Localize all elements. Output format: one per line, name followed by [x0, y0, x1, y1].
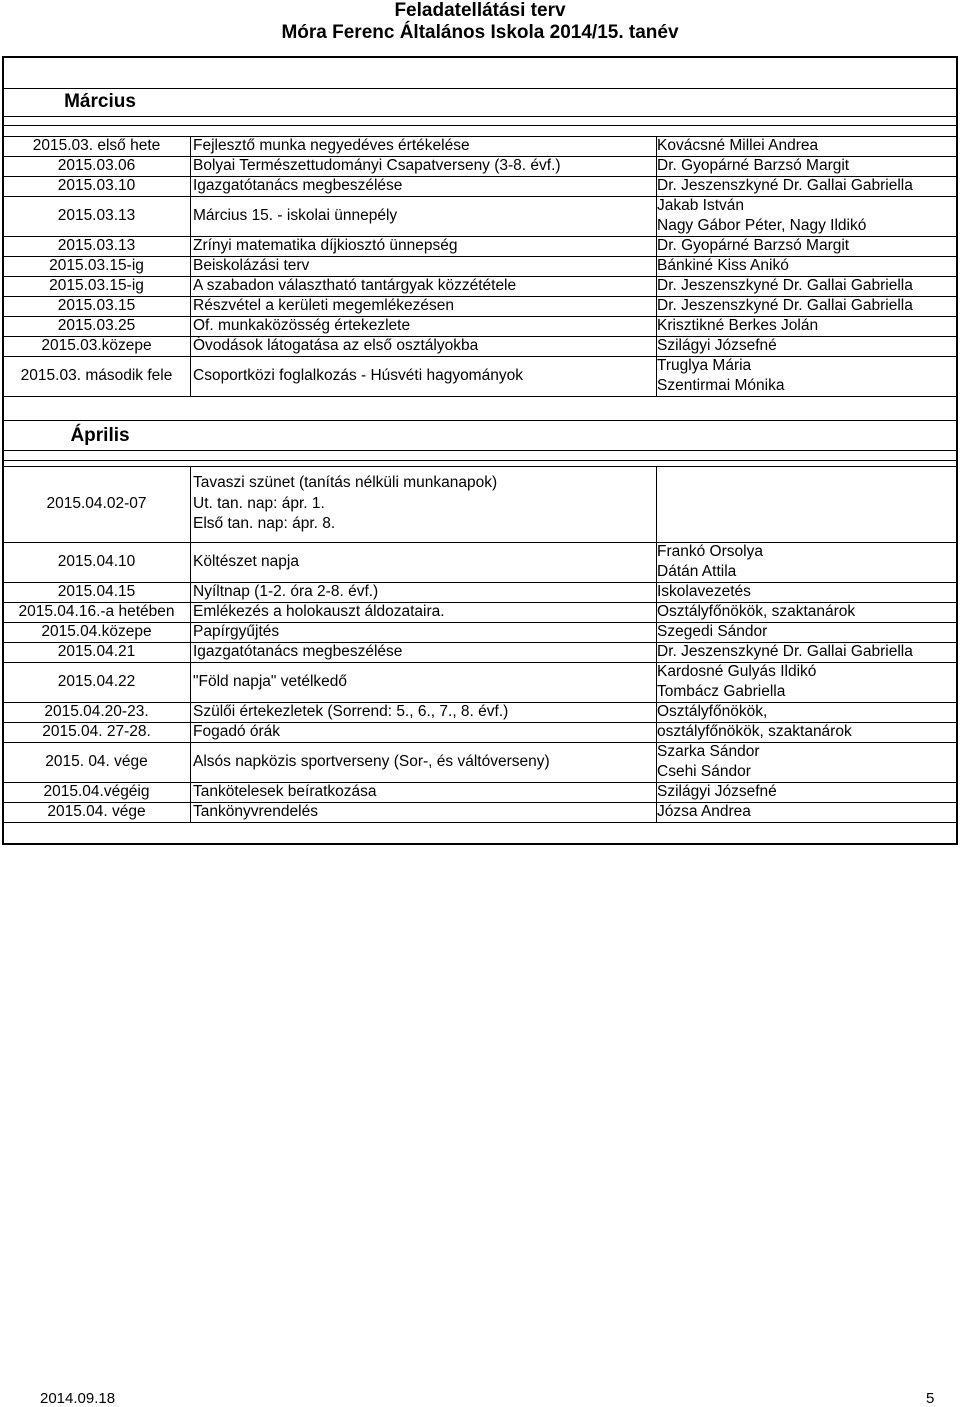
event-cell: Tankötelesek beíratkozása — [193, 783, 377, 800]
date-cell: 2015.03.25 — [57, 317, 136, 334]
date-cell: 2015.04.02-07 — [46, 495, 147, 512]
april-top-line — [4, 466, 956, 467]
responsible-cell: Dr. Gyopárné Barzsó Margit — [657, 157, 850, 174]
responsible-cell: Szilágyi Józsefné — [657, 783, 777, 800]
event-cell: Első tan. nap: ápr. 8. — [193, 515, 336, 532]
header-band-line — [4, 125, 956, 126]
responsible-cell: Frankó Orsolya — [657, 543, 763, 560]
date-cell: 2015.04.15 — [57, 583, 136, 600]
event-cell: Igazgatótanács megbeszélése — [193, 177, 403, 194]
date-cell: 2015.04.közepe — [41, 623, 152, 640]
event-cell: Részvétel a kerületi megemlékezésen — [193, 297, 455, 314]
event-cell: Tankönyvrendelés — [193, 803, 318, 820]
date-cell: 2015.03.13 — [57, 237, 136, 254]
date-cell: 2015.03.15-ig — [49, 277, 144, 294]
responsible-cell: Dr. Jeszenszkyné Dr. Gallai Gabriella — [657, 643, 913, 660]
date-cell: 2015.03.06 — [57, 157, 136, 174]
responsible-cell: Dr. Jeszenszkyné Dr. Gallai Gabriella — [657, 297, 913, 314]
event-cell: Alsós napközis sportverseny (Sor-, és váltóverseny) — [193, 753, 550, 770]
responsible-cell: Osztályfőnökök, szaktanárok — [657, 603, 856, 620]
date-cell: 2015.04.20-23. — [44, 703, 149, 720]
responsible-cell: Dr. Gyopárné Barzsó Margit — [657, 237, 850, 254]
date-cell: 2015.03.közepe — [41, 337, 152, 354]
responsible-cell: Truglya Mária — [657, 357, 752, 374]
row-divider — [4, 822, 956, 823]
event-cell: Igazgatótanács megbeszélése — [193, 643, 403, 660]
responsible-cell: osztályfőnökök, szaktanárok — [657, 723, 852, 740]
col-divider-1 — [190, 466, 191, 822]
event-cell: Fejlesztő munka negyedéves értékelése — [193, 137, 470, 154]
event-cell: Március 15. - iskolai ünnepély — [193, 207, 398, 224]
event-cell: Of. munkaközösség értekezlete — [193, 317, 411, 334]
date-cell: 2015.04.10 — [57, 553, 136, 570]
month-title-march: Március — [64, 91, 136, 112]
col-divider-2 — [656, 136, 657, 396]
section-band-line — [4, 450, 956, 451]
row-divider — [4, 356, 956, 357]
month-title-april: Április — [70, 425, 130, 446]
event-cell: Óvodások látogatása az első osztályokba — [193, 337, 479, 354]
document-title: Feladatellátási terv — [394, 0, 566, 21]
schedule-table — [2, 56, 958, 845]
section-band-line — [4, 460, 956, 461]
responsible-cell: Szentirmai Mónika — [657, 377, 785, 394]
row-divider — [4, 742, 956, 743]
event-cell: Zrínyi matematika díjkiosztó ünnepség — [193, 237, 458, 254]
responsible-cell: Dr. Jeszenszkyné Dr. Gallai Gabriella — [657, 277, 913, 294]
event-cell: Tavaszi szünet (tanítás nélküli munkanapok) — [193, 474, 498, 491]
date-cell: 2015.03.13 — [57, 207, 136, 224]
date-cell: 2015.04.16.-a hetében — [18, 603, 175, 620]
event-cell: Papírgyűjtés — [193, 623, 280, 640]
event-cell: "Föld napja" vetélkedő — [193, 673, 348, 690]
responsible-cell: Szarka Sándor — [657, 743, 760, 760]
event-cell: Ut. tan. nap: ápr. 1. — [193, 495, 325, 512]
responsible-cell: Iskolavezetés — [657, 583, 751, 600]
date-cell: 2015.04.22 — [57, 673, 136, 690]
event-cell: Szülői értekezletek (Sorrend: 5., 6., 7., 8. évf.) — [193, 703, 509, 720]
row-divider — [4, 396, 956, 397]
col-divider-1 — [190, 136, 191, 396]
page-number: 5 — [926, 1390, 935, 1407]
date-cell: 2015.03. első hete — [32, 137, 161, 154]
footer-date: 2014.09.18 — [40, 1390, 116, 1407]
responsible-cell: Osztályfőnökök, — [657, 703, 768, 720]
date-cell: 2015.03.10 — [57, 177, 136, 194]
responsible-cell: Krisztikné Berkes Jolán — [657, 317, 819, 334]
date-cell: 2015.03.15 — [57, 297, 136, 314]
row-divider — [4, 196, 956, 197]
row-divider — [4, 542, 956, 543]
responsible-cell: Szegedi Sándor — [657, 623, 768, 640]
event-cell: Beiskolázási terv — [193, 257, 310, 274]
header-band-line — [4, 88, 956, 89]
responsible-cell: Kardosné Gulyás Ildikó — [657, 663, 817, 680]
event-cell: A szabadon választható tantárgyak közzététele — [193, 277, 517, 294]
responsible-cell: Szilágyi Józsefné — [657, 337, 777, 354]
col-divider-2 — [656, 466, 657, 822]
event-cell: Fogadó órák — [193, 723, 281, 740]
date-cell: 2015.03. második fele — [20, 367, 173, 384]
event-cell: Csoportközi foglalkozás - Húsvéti hagyományok — [193, 367, 523, 384]
section-band-line — [4, 420, 956, 421]
responsible-cell: Nagy Gábor Péter, Nagy Ildikó — [657, 217, 867, 234]
document-subtitle: Móra Ferenc Általános Iskola 2014/15. tanév — [281, 22, 679, 43]
responsible-cell: Kovácsné Millei Andrea — [657, 137, 819, 154]
date-cell: 2015. 04. vége — [45, 753, 148, 770]
date-cell: 2015.04.végéig — [43, 783, 150, 800]
responsible-cell: Dr. Jeszenszkyné Dr. Gallai Gabriella — [657, 177, 913, 194]
responsible-cell: Csehi Sándor — [657, 763, 751, 780]
event-cell: Bolyai Természettudományi Csapatverseny (3-8. évf.) — [193, 157, 561, 174]
event-cell: Költészet napja — [193, 553, 299, 570]
header-band-line — [4, 116, 956, 117]
event-cell: Emlékezés a holokauszt áldozataira. — [193, 603, 445, 620]
responsible-cell: Tombácz Gabriella — [657, 683, 786, 700]
date-cell: 2015.04. vége — [47, 803, 146, 820]
responsible-cell: Bánkiné Kiss Anikó — [657, 257, 789, 274]
responsible-cell: Jakab István — [657, 197, 745, 214]
responsible-cell: Józsa Andrea — [657, 803, 751, 820]
responsible-cell: Dátán Attila — [657, 563, 737, 580]
date-cell: 2015.04. 27-28. — [42, 723, 151, 740]
date-cell: 2015.04.21 — [57, 643, 136, 660]
date-cell: 2015.03.15-ig — [49, 257, 144, 274]
event-cell: Nyíltnap (1-2. óra 2-8. évf.) — [193, 583, 379, 600]
